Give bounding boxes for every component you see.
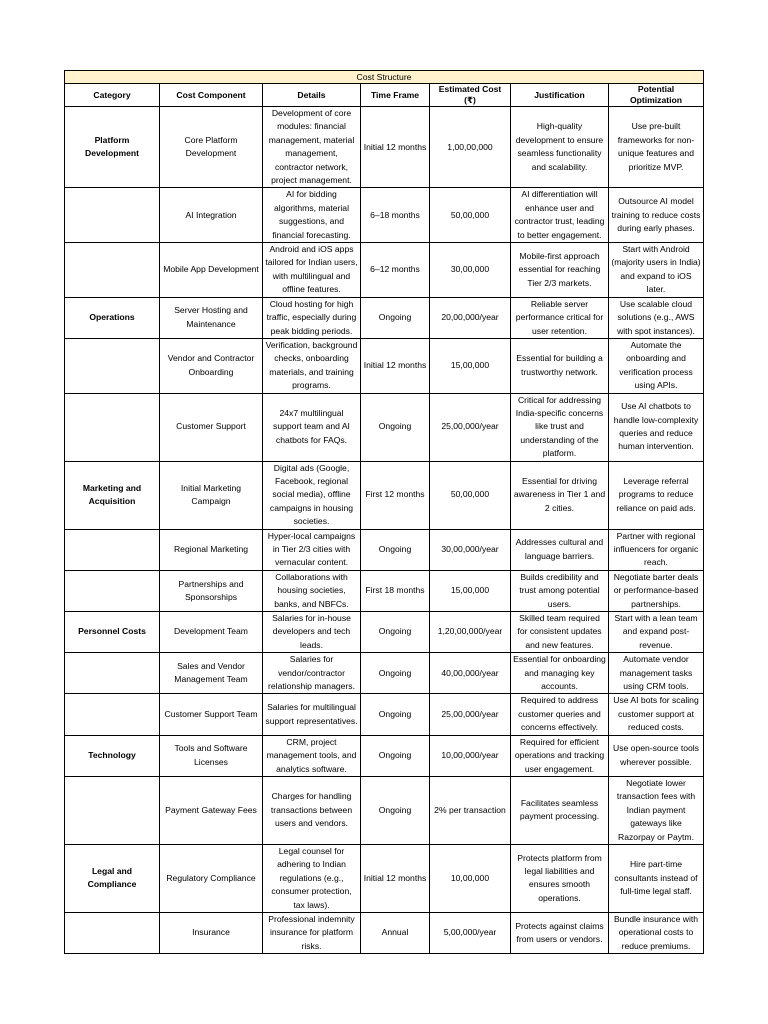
time-frame-cell: Initial 12 months — [361, 338, 430, 393]
cost-component-cell: Customer Support — [160, 393, 263, 461]
details-cell: Verification, background checks, onboarding materials, and training programs. — [263, 338, 361, 393]
justification-cell: Essential for building a trustworthy network. — [511, 338, 609, 393]
cost-component-cell: Payment Gateway Fees — [160, 776, 263, 844]
optimization-cell: Use AI chatbots to handle low-complexity queries and reduce human intervention. — [609, 393, 704, 461]
justification-cell: Reliable server performance critical for user retention. — [511, 297, 609, 338]
optimization-cell: Use open-source tools wherever possible. — [609, 735, 704, 776]
time-frame-cell: Ongoing — [361, 297, 430, 338]
time-frame-cell: Ongoing — [361, 735, 430, 776]
justification-cell: Facilitates seamless payment processing. — [511, 776, 609, 844]
category-cell: Marketing and Acquisition — [65, 461, 160, 529]
estimated-cost-cell: 10,00,000 — [430, 844, 511, 912]
details-cell: Development of core modules: financial management, material management, contractor network, project management. — [263, 107, 361, 188]
table-title: Cost Structure — [65, 71, 704, 84]
cost-component-cell: Partnerships and Sponsorships — [160, 570, 263, 611]
optimization-cell: Leverage referral programs to reduce reliance on paid ads. — [609, 461, 704, 529]
header-details: Details — [263, 84, 361, 107]
optimization-cell: Automate the onboarding and verification process using APIs. — [609, 338, 704, 393]
justification-cell: Builds credibility and trust among potential users. — [511, 570, 609, 611]
optimization-cell: Partner with regional influencers for organic reach. — [609, 529, 704, 570]
header-estimated-cost: Estimated Cost (₹) — [430, 84, 511, 107]
header-cost-component: Cost Component — [160, 84, 263, 107]
table-row — [65, 243, 704, 298]
cost-component-cell: Server Hosting and Maintenance — [160, 297, 263, 338]
table-row — [65, 297, 704, 338]
cost-component-cell: Sales and Vendor Management Team — [160, 653, 263, 694]
details-cell: 24x7 multilingual support team and AI chatbots for FAQs. — [263, 393, 361, 461]
cost-component-cell: Insurance — [160, 912, 263, 953]
optimization-cell: Bundle insurance with operational costs to reduce premiums. — [609, 912, 704, 953]
justification-cell: Required to address customer queries and concerns effectively. — [511, 694, 609, 735]
estimated-cost-cell: 2% per transaction — [430, 776, 511, 844]
details-cell: Digital ads (Google, Facebook, regional social media), offline campaigns in housing societies. — [263, 461, 361, 529]
cost-component-cell: AI Integration — [160, 188, 263, 243]
time-frame-cell: Ongoing — [361, 694, 430, 735]
table-row — [65, 461, 704, 529]
cost-structure-table — [64, 70, 704, 954]
details-cell: Professional indemnity insurance for platform risks. — [263, 912, 361, 953]
table-row — [65, 694, 704, 735]
justification-cell: Mobile-first approach essential for reaching Tier 2/3 markets. — [511, 243, 609, 298]
details-cell: CRM, project management tools, and analytics software. — [263, 735, 361, 776]
details-cell: Salaries for in-house developers and tech leads. — [263, 612, 361, 653]
category-cell — [65, 570, 160, 611]
time-frame-cell: 6–12 months — [361, 243, 430, 298]
time-frame-cell: Initial 12 months — [361, 107, 430, 188]
estimated-cost-cell: 20,00,000/year — [430, 297, 511, 338]
optimization-cell: Outsource AI model training to reduce costs during early phases. — [609, 188, 704, 243]
time-frame-cell: First 12 months — [361, 461, 430, 529]
details-cell: Android and iOS apps tailored for Indian users, with multilingual and offline features. — [263, 243, 361, 298]
time-frame-cell: 6–18 months — [361, 188, 430, 243]
estimated-cost-cell: 1,00,00,000 — [430, 107, 511, 188]
justification-cell: Protects against claims from users or vendors. — [511, 912, 609, 953]
details-cell: Collaborations with housing societies, banks, and NBFCs. — [263, 570, 361, 611]
estimated-cost-cell: 25,00,000/year — [430, 694, 511, 735]
header-category: Category — [65, 84, 160, 107]
category-cell: Personnel Costs — [65, 612, 160, 653]
justification-cell: AI differentiation will enhance user and contractor trust, leading to better engagement. — [511, 188, 609, 243]
cost-component-cell: Mobile App Development — [160, 243, 263, 298]
cost-component-cell: Customer Support Team — [160, 694, 263, 735]
justification-cell: Essential for onboarding and managing key accounts. — [511, 653, 609, 694]
optimization-cell: Automate vendor management tasks using CRM tools. — [609, 653, 704, 694]
optimization-cell: Hire part-time consultants instead of full-time legal staff. — [609, 844, 704, 912]
details-cell: Legal counsel for adhering to Indian regulations (e.g., consumer protection, tax laws). — [263, 844, 361, 912]
category-cell — [65, 776, 160, 844]
details-cell: Cloud hosting for high traffic, especially during peak bidding periods. — [263, 297, 361, 338]
table-row — [65, 776, 704, 844]
table-row — [65, 612, 704, 653]
time-frame-cell: Ongoing — [361, 612, 430, 653]
cost-component-cell: Vendor and Contractor Onboarding — [160, 338, 263, 393]
cost-component-cell: Tools and Software Licenses — [160, 735, 263, 776]
optimization-cell: Negotiate barter deals or performance-based partnerships. — [609, 570, 704, 611]
table-row — [65, 570, 704, 611]
justification-cell: Protects platform from legal liabilities and ensures smooth operations. — [511, 844, 609, 912]
table-row — [65, 912, 704, 953]
estimated-cost-cell: 30,00,000/year — [430, 529, 511, 570]
optimization-cell: Start with a lean team and expand post-revenue. — [609, 612, 704, 653]
time-frame-cell: Initial 12 months — [361, 844, 430, 912]
category-cell — [65, 393, 160, 461]
table-row — [65, 735, 704, 776]
time-frame-cell: Ongoing — [361, 529, 430, 570]
justification-cell: Critical for addressing India-specific concerns like trust and understanding of the platform. — [511, 393, 609, 461]
estimated-cost-cell: 15,00,000 — [430, 338, 511, 393]
details-cell: Hyper-local campaigns in Tier 2/3 cities with vernacular content. — [263, 529, 361, 570]
table-row — [65, 844, 704, 912]
category-cell: Legal and Compliance — [65, 844, 160, 912]
category-cell — [65, 243, 160, 298]
table-row — [65, 529, 704, 570]
justification-cell: High-quality development to ensure seamless functionality and scalability. — [511, 107, 609, 188]
table-row — [65, 338, 704, 393]
category-cell — [65, 653, 160, 694]
justification-cell: Skilled team required for consistent updates and new features. — [511, 612, 609, 653]
estimated-cost-cell: 25,00,000/year — [430, 393, 511, 461]
time-frame-cell: Ongoing — [361, 653, 430, 694]
cost-component-cell: Initial Marketing Campaign — [160, 461, 263, 529]
details-cell: AI for bidding algorithms, material suggestions, and financial forecasting. — [263, 188, 361, 243]
header-potential-optimization: Potential Optimization — [609, 84, 704, 107]
optimization-cell: Use AI bots for scaling customer support at reduced costs. — [609, 694, 704, 735]
category-cell — [65, 338, 160, 393]
optimization-cell: Negotiate lower transaction fees with Indian payment gateways like Razorpay or Paytm. — [609, 776, 704, 844]
time-frame-cell: Ongoing — [361, 393, 430, 461]
estimated-cost-cell: 50,00,000 — [430, 188, 511, 243]
time-frame-cell: Annual — [361, 912, 430, 953]
category-cell: Operations — [65, 297, 160, 338]
details-cell: Salaries for vendor/contractor relationship managers. — [263, 653, 361, 694]
cost-component-cell: Regulatory Compliance — [160, 844, 263, 912]
category-cell — [65, 188, 160, 243]
optimization-cell: Use pre-built frameworks for non-unique features and prioritize MVP. — [609, 107, 704, 188]
table-body — [65, 107, 704, 954]
time-frame-cell: Ongoing — [361, 776, 430, 844]
justification-cell: Essential for driving awareness in Tier 1 and 2 cities. — [511, 461, 609, 529]
header-justification: Justification — [511, 84, 609, 107]
estimated-cost-cell: 5,00,000/year — [430, 912, 511, 953]
estimated-cost-cell: 1,20,00,000/year — [430, 612, 511, 653]
category-cell: Technology — [65, 735, 160, 776]
header-time-frame: Time Frame — [361, 84, 430, 107]
cost-component-cell: Core Platform Development — [160, 107, 263, 188]
optimization-cell: Start with Android (majority users in India) and expand to iOS later. — [609, 243, 704, 298]
time-frame-cell: First 18 months — [361, 570, 430, 611]
category-cell — [65, 529, 160, 570]
table-row — [65, 393, 704, 461]
estimated-cost-cell: 30,00,000 — [430, 243, 511, 298]
category-cell: Platform Development — [65, 107, 160, 188]
table-row — [65, 188, 704, 243]
optimization-cell: Use scalable cloud solutions (e.g., AWS with spot instances). — [609, 297, 704, 338]
estimated-cost-cell: 15,00,000 — [430, 570, 511, 611]
category-cell — [65, 912, 160, 953]
estimated-cost-cell: 50,00,000 — [430, 461, 511, 529]
details-cell: Salaries for multilingual support representatives. — [263, 694, 361, 735]
cost-component-cell: Development Team — [160, 612, 263, 653]
cost-component-cell: Regional Marketing — [160, 529, 263, 570]
category-cell — [65, 694, 160, 735]
table-row — [65, 107, 704, 188]
estimated-cost-cell: 10,00,000/year — [430, 735, 511, 776]
estimated-cost-cell: 40,00,000/year — [430, 653, 511, 694]
table-row — [65, 653, 704, 694]
justification-cell: Addresses cultural and language barriers. — [511, 529, 609, 570]
justification-cell: Required for efficient operations and tracking user engagement. — [511, 735, 609, 776]
details-cell: Charges for handling transactions between users and vendors. — [263, 776, 361, 844]
